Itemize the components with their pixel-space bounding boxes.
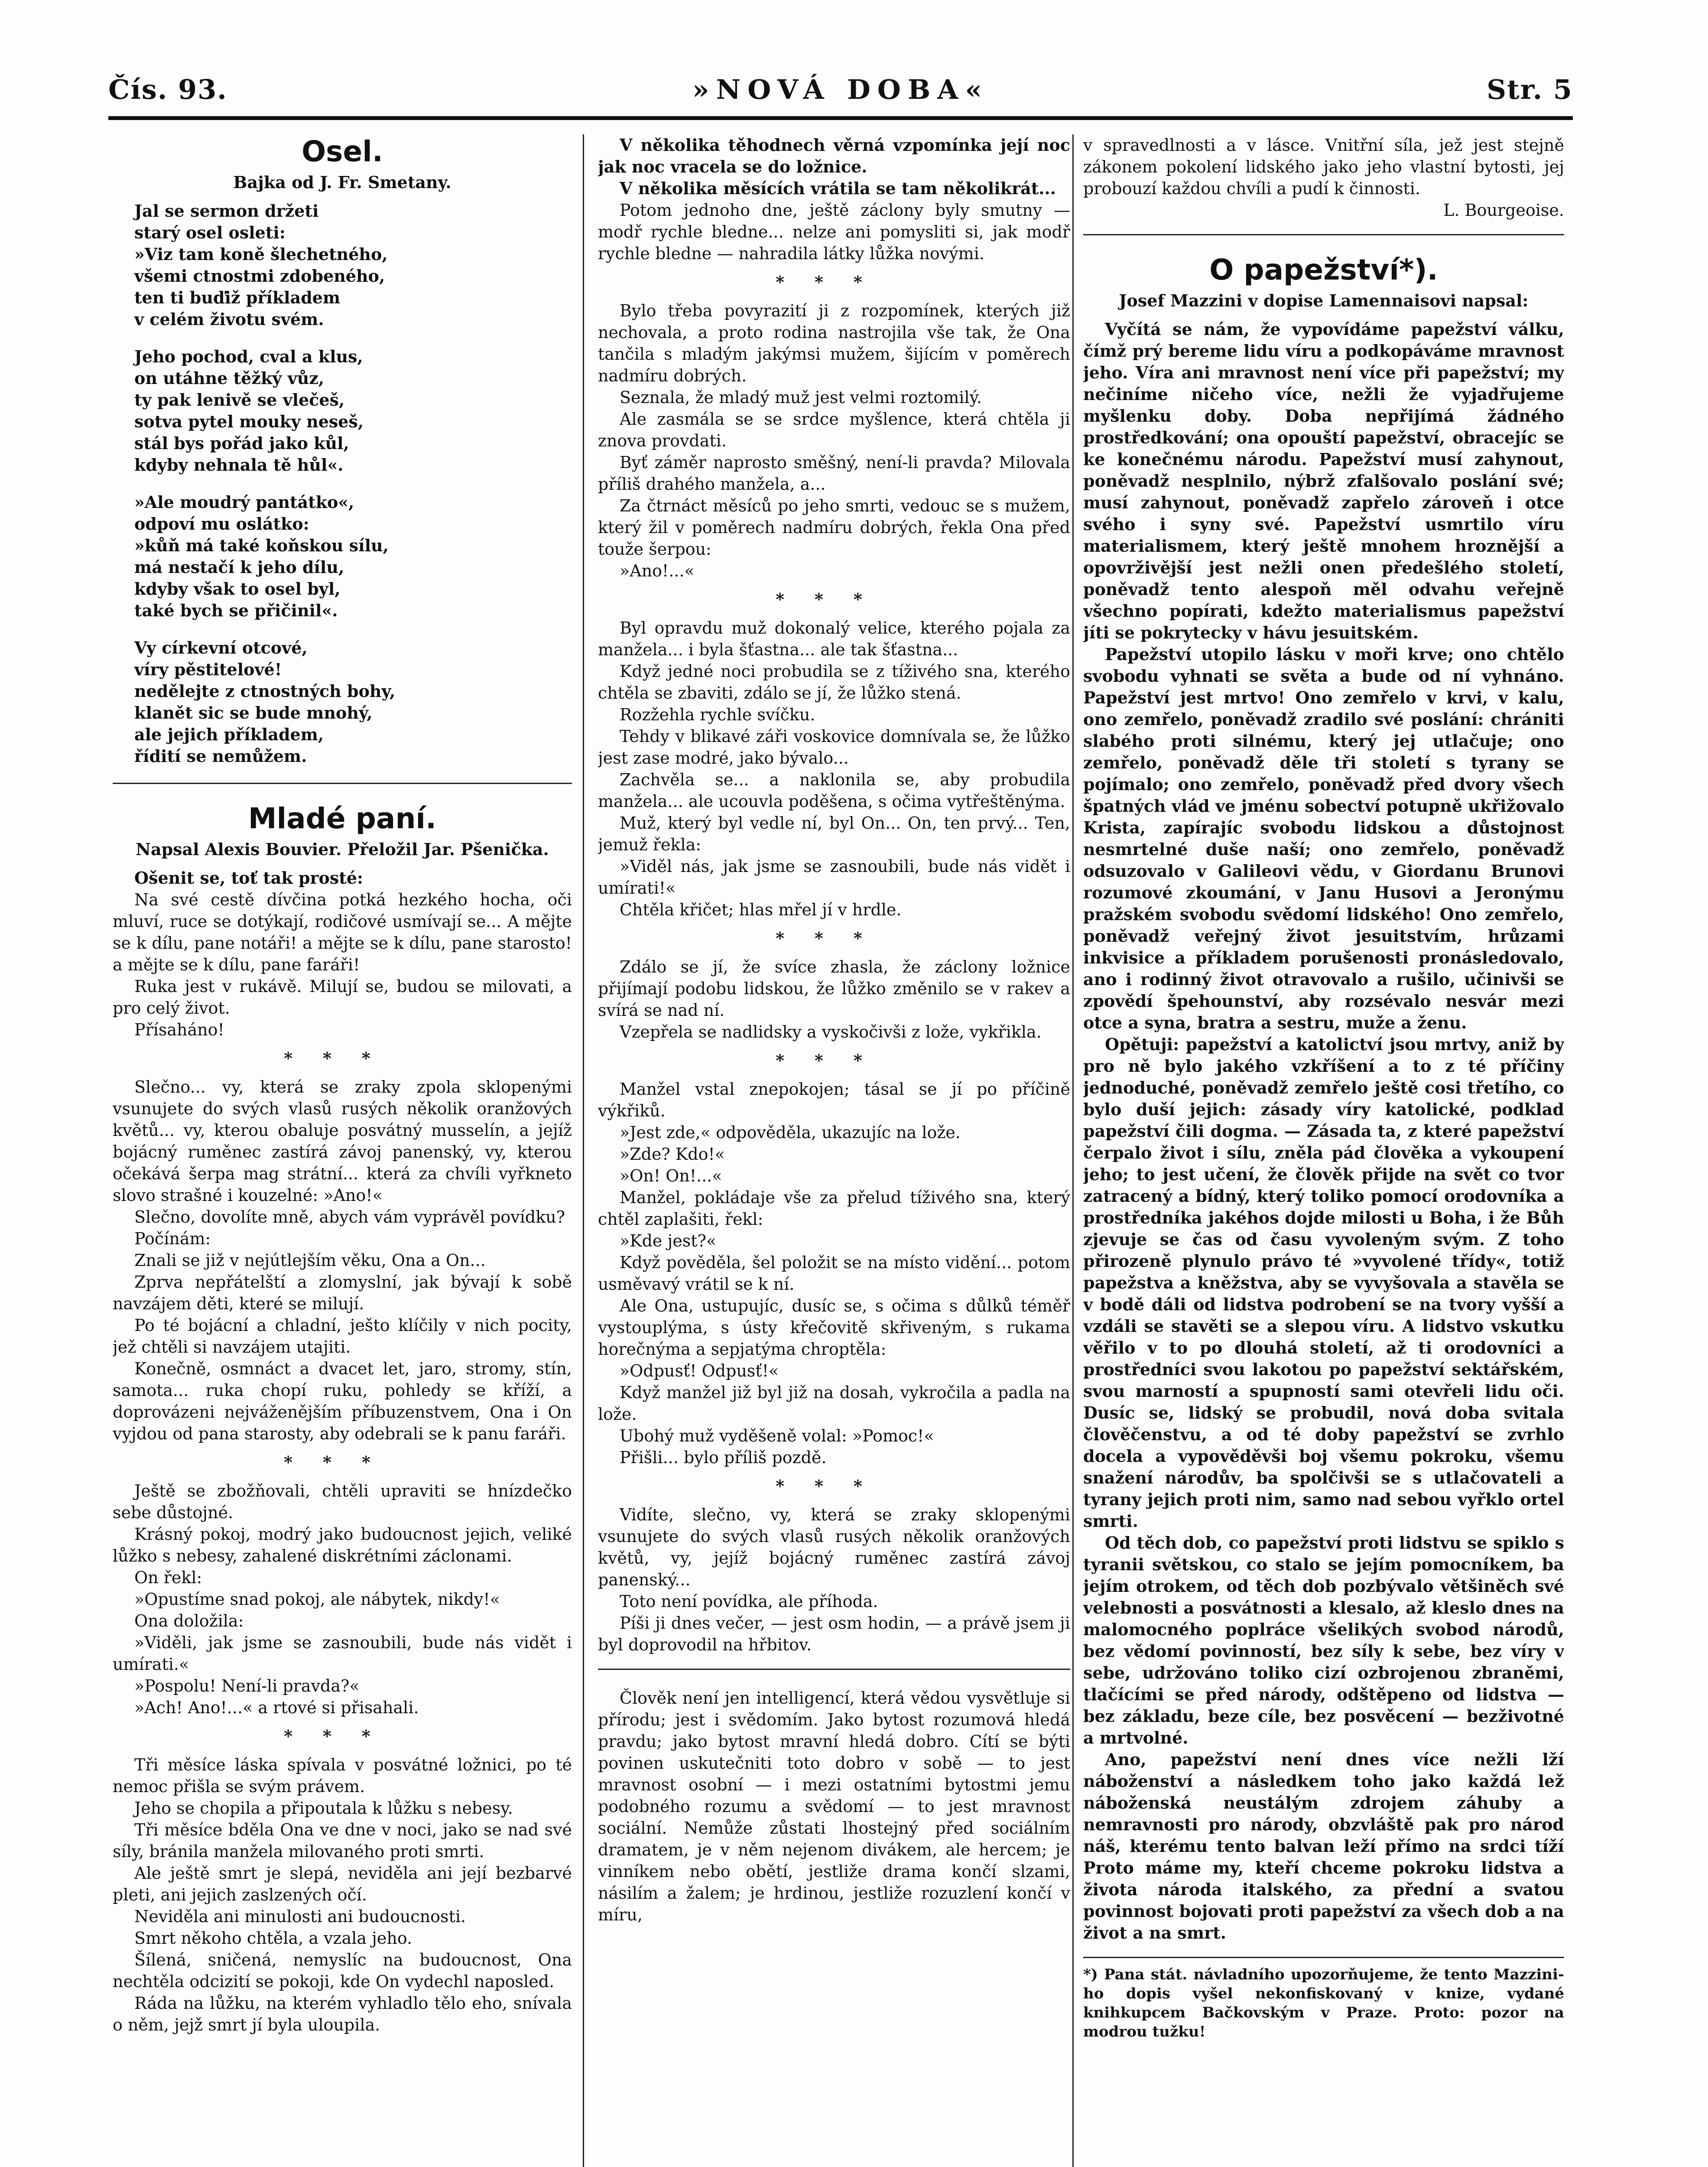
issue-number: Čís. 93. [108, 74, 227, 105]
paragraph: Vidíte, slečno, vy, která se zraky sklopenými vsunujete do svých vlasů rusých několik oranžových květů, vy, jejíž bojácný ruměnec zastírá závoj panenský... [598, 1505, 1070, 1589]
paragraph: Seznala, že mladý muž jest velmi roztomilý. [620, 388, 982, 407]
paragraph: »Ach! Ano!...« a rtové si přisahali. [134, 1698, 419, 1717]
poem-stanza: »Ale moudrý pantátko«, odpoví mu oslátko: »kůň má také koňskou sílu, má nestačí k jeho dílu, kdyby však to osel byl, také bych se přičinil«. [134, 492, 389, 620]
paragraph: Toto není povídka, ale příhoda. [620, 1592, 878, 1611]
paragraph: »Odpusť! Odpusť!« [620, 1361, 779, 1380]
paragraph: Ale Ona, ustupujíc, dusíc se, s očima s důlků téměř vystouplýma, s ústy křečovitě skřiveným, s rukama horečnýma a sepjatýma chroptěla: [598, 1296, 1070, 1359]
paragraph: »Viděl nás, jak jsme se zasnoubili, bude nás vidět i umírati!« [598, 857, 1070, 898]
paragraph: »Pospolu! Není-li pravda?« [134, 1676, 360, 1695]
paragraph: Papežství utopilo lásku v moři krve; ono chtělo svobodu vyhnati se světa a bude od ní vyhnáno. Papežství jest mrtvo! Ono zemřelo v krvi, v kalu, ono zemřelo, poněvadž zradilo své poslání: chrániti slabého proti silnému, který jej utlačuje; ono zemřelo, poněvadž děle tři století s tyrany se pojímalo; ono zemřelo, poněvadž před dvory všech špatných vlád ve jménu sobectví potupně ukřižovalo Krista, zapírajíc svobodu lidskou a důstojnost nesmrtelné duše naší; ono zemřelo, poněvadž odsuzovalo v Galileovi vědu, v Giordanu Brunovi rozumové zkoumání, v Janu Husovi a Jeronýmu pražském svobodu svědomí lidského! Ono zemřelo, poněvadž veřejný život jesuitstvím, hrůzami inkvisice a příkladem porušenosti pronásledovalo, ano i rodinný život otravovalo a rušilo, učinivši se zpovědí špehounství, aby rozsévalo nesvár mezi otce a syna, bratra a sestru, muže a ženu. [1083, 644, 1564, 1032]
poem-stanza: Vy církevní otcové, víry pěstitelové! nedělejte z ctnostných bohy, klanět sic se bude mnohý, ale jejich příkladem, řídití se nemůžem. [134, 638, 396, 766]
section-stars: *** [776, 928, 893, 948]
paragraph: Po té bojácní a chladní, ješto klíčily v nich pocity, jež chtěli si navzájem utajiti. [113, 1316, 572, 1357]
paragraph: Za čtrnáct měsíců po jeho smrti, vedouc se s mužem, který žil v poměrech nadmíru dobrých, řekla Ona před touže šerpou: [598, 496, 1070, 559]
section-divider [598, 1669, 1070, 1670]
paragraph: Ošenit se, toť tak prosté: [134, 868, 364, 888]
paragraph: Přísaháno! [134, 1020, 224, 1039]
paragraph: Ráda na lůžku, na kterém vyhladlo tělo eho, snívala o něm, jejž smrt jí byla uloupila. [113, 1994, 572, 2034]
paragraph: Zprva nepřátelští a zlomyslní, jak bývají k sobě navzájem děti, které se milují. [113, 1272, 572, 1313]
paragraph: Manžel, pokládaje vše za přelud tíživého sna, který chtěl zaplašiti, řekl: [598, 1188, 1070, 1229]
article-title-osel: Osel. [302, 135, 383, 168]
section-stars: *** [776, 1476, 893, 1496]
paragraph: Když jedné noci probudila se z tíživého sna, kterého chtěla se zbaviti, zdálo se jí, že lůžko stená. [598, 662, 1070, 703]
paragraph: Byl opravdu muž dokonalý velice, kterého pojala za manžela... i byla šťastna... ale tak šťastna... [598, 618, 1070, 659]
paragraph: Jeho se chopila a připoutala k lůžku s nebesy. [134, 1799, 513, 1818]
column-3 [1083, 134, 1564, 2167]
paragraph: »Kde jest?« [620, 1231, 717, 1250]
column-divider-1 [583, 134, 584, 2167]
paragraph: Muž, který byl vedle ní, byl On... On, ten prvý... Ten, jemuž řekla: [598, 813, 1070, 854]
paragraph: »Zde? Kdo!« [620, 1145, 725, 1164]
paragraph: Vyčítá se nám, že vypovídáme papežství válku, čímž prý bereme lidu víru a podkopáváme mravnost jeho. Víra ani mravnost není více při papežství; my nečiníme ničeho více, nežli že vyjadřujeme myšlenku doby. Doba nepřijímá žádného prostředkování; ona opouští papežství, obracejíc se ke konečnému národu. Papežství musí zahynout, poněvadž nesplnilo, nýbrž zfalšovalo poslání své; musí zahynout, poněvadž zapřelo zároveň i otce svého i syny své. Papežství usmrtilo víru materialismem, který ještě mnohem hroznější a opovrživější jest nežli onen předešlého století, poněvadž tento alespoň měl odvahu veřejně všechno popírati, kdežto materialismus papežství jíti se pokrytecky v hávu jesuitském. [1083, 319, 1564, 642]
paragraph: Tři měsíce láska spívala v posvátné ložnici, po té nemoc přišla se svým právem. [113, 1755, 572, 1796]
paragraph: V několika měsících vrátila se tam několikrát... [620, 179, 1056, 198]
paragraph: »On! On!...« [620, 1166, 722, 1185]
page-header [108, 74, 1573, 113]
paragraph: »Opustíme snad pokoj, ale nábytek, nikdy!« [134, 1590, 500, 1609]
poem-stanza: Jeho pochod, cval a klus, on utáhne těžký vůz, ty pak lenivě se vlečeš, sotva pytel mouky neseš, stál bys pořád jako kůl, kdyby nehnala tě hůl«. [134, 347, 364, 475]
paragraph: Ještě se zbožňovali, chtěli upraviti se hnízdečko sebe důstojné. [113, 1481, 572, 1522]
article-title-papezstvi: O papežství*). [1209, 253, 1438, 286]
paragraph: Zachvěla se... a naklonila se, aby probudila manžela... ale ucouvla poděšena, s očima vytřeštěnýma. [598, 770, 1070, 811]
paragraph: Manžel vstal znepokojen; tásal se jí po příčině výkřiků. [598, 1080, 1070, 1120]
paragraph: Ale ještě smrt je slepá, neviděla ani její bezbarvé pleti, ani jejich zaslzených očí. [113, 1864, 572, 1904]
paragraph: Chtěla křičet; hlas mřel jí v hrdle. [620, 900, 902, 919]
paragraph: Zdálo se jí, že svíce zhasla, že záclony ložnice přijímají podobu lidskou, že lůžko změnilo se v rakev a svírá se nad ní. [598, 957, 1070, 1020]
paragraph: Konečně, osmnáct a dvacet let, jaro, stromy, stín, samota... ruka chopí ruku, pohledy se kříží, a doprovázeni nejváženějším příbuzenstvem, Ona i On vyjdou od pana starosty, aby odebrali se k panu faráři. [113, 1359, 572, 1443]
paragraph: Na své cestě dívčina potká hezkého hocha, oči mluví, ruce se dotýkají, rodičové usmívají se... A mějte se k dílu, pane notáři! a mějte se k dílu, pane starosto! a mějte se k dílu, pane faráři! [113, 890, 572, 974]
poem-stanza: Jal se sermon držeti starý osel osleti: »Viz tam koně šlechetného, všemi ctnostmi zdobeného, ten ti buďiž příkladem v celém životu svém. [134, 201, 388, 329]
article-byline-osel: Bajka od J. Fr. Smetany. [233, 172, 451, 192]
page-number: Str. 5 [1487, 74, 1573, 105]
paragraph: Smrt někoho chtěla, a vzala jeho. [134, 1929, 412, 1948]
paragraph: Bylo třeba povyrazití ji z rozpomínek, kterých již nechovala, a proto rodina nastrojila vše tak, že Ona tančila s mladým jakýmsi mužem, šijícím v poměrech nadmíru dobrých. [598, 301, 1070, 385]
section-stars: *** [776, 1051, 893, 1070]
paragraph: Když pověděla, šel položit se na místo vidění... potom usměvavý vrátil se k ní. [598, 1253, 1070, 1294]
paragraph: Neviděla ani minulosti ani budoucnosti. [134, 1907, 466, 1926]
paragraph: Rozžehla rychle svíčku. [620, 705, 815, 724]
section-divider [1083, 234, 1564, 235]
paragraph: Píši ji dnes večer, — jest osm hodin, — a právě jsem ji byl doprovodil na hřbitov. [598, 1614, 1070, 1654]
paragraph: Byť záměr naprosto směšný, není-li pravda? Milovala příliš drahého manžela, a... [598, 453, 1070, 494]
paragraph: »Ano!...« [620, 561, 695, 580]
paragraph: Slečno... vy, která se zraky zpola sklopenými vsunujete do svých vlasů rusých několik oranžových květů... vy, kterou obaluje posvátný musselín, a jejíž bojácný ruměnec zastírá závoj panenský, vy, kterou očekává šerpa mag strátní... která za chvíli vyřkneto slovo strašné i kouzelné: »Ano!« [113, 1077, 572, 1205]
paragraph: Krásný pokoj, modrý jako budoucnost jejich, veliké lůžko s nebesy, zahalené diskrétními záclonami. [113, 1525, 572, 1565]
article-byline-papezstvi: Josef Mazzini v dopise Lamennaisovi napsal: [1119, 291, 1529, 310]
fable-poem [134, 200, 572, 767]
section-stars: *** [284, 1452, 401, 1472]
paragraph: On řekl: [134, 1568, 202, 1587]
paragraph: Počínám: [134, 1229, 211, 1248]
paragraph: Od těch dob, co papežství proti lidstvu se spiklo s tyranii světskou, co stalo se jejím pomocníkem, ba jejím otrokem, od těch dob pozbývalo většiněch své velebnosti a posvátnosti a klesalo, až kleslo dnes na malomocného poplráce všelikých svobod národů, bez vědomí povinností, bez síly k sebe, bez víry v sebe, udržováno toliko cizí ozbrojenou zbraněmi, tlačícími se před národy, odštěpeno od lidstva — bez základu, beze cíle, bez posvěcení — bezživotné a mrtvolné. [1083, 1533, 1564, 1747]
article-title-mlade: Mladé paní. [248, 802, 437, 835]
paragraph: Když manžel již byl již na dosah, vykročila a padla na lože. [598, 1383, 1070, 1424]
paragraph: Šílená, sničená, nemyslíc na budoucnost, Ona nechtěla odcizití se pokoji, kde On vydechl naposled. [113, 1950, 572, 1991]
paragraph: Tehdy v blikavé záři voskovice domnívala se, že lůžko jest zase modré, jako bývalo... [598, 727, 1070, 768]
paragraph: V několika těhodnech věrná vzpomínka její noc jak noc vracela se do ložnice. [598, 135, 1070, 176]
column-1 [113, 134, 572, 2167]
essay-continuation: v spravedlnosti a v lásce. Vnitřní síla, jež jest stejně zákonem pokolení lidského jako jeho vlastní bytosti, jej probouzí každou chvíli a pudí k činnosti. [1083, 136, 1564, 198]
section-stars: *** [776, 272, 893, 292]
paragraph: Znali se již v nejútlejším věku, Ona a On... [134, 1251, 486, 1270]
article-byline-mlade: Napsal Alexis Bouvier. Přeložil Jar. Pšenička. [136, 839, 549, 859]
header-rule [108, 116, 1573, 120]
section-stars: *** [284, 1726, 401, 1746]
paragraph: Ona doložila: [134, 1611, 244, 1630]
section-stars: *** [776, 589, 893, 609]
paragraph: Ano, papežství není dnes více nežli lží náboženství a následkem toho jako každá lež náboženská neustálým zdrojem záhuby a nemravnosti pro národy, obzvláště pak pro národ náš, kterému tento balvan leží přímo na srdci tíží Proto máme my, kteří chceme pokroku lidstva a života národa italského, za přední a svatou povinnost bojovati proti papežství za všech dob a na život a na smrt. [1083, 1750, 1564, 1942]
paragraph: Slečno, dovolíte mně, abych vám vyprávěl povídku? [134, 1207, 565, 1227]
paragraph: Ubohý muž vyděšeně volal: »Pomoc!« [620, 1426, 934, 1445]
section-stars: *** [284, 1048, 401, 1068]
paragraph: Opětuji: papežství a katolictví jsou mrtvy, aniž by pro ně bylo jakého vzkříšení a to z té příčiny jednoduché, poněvadž zemřelo ještě cosi třetího, co bylo duší jejich: zásady víry katolické, podklad papežství čili dogma. — Zásada ta, z které papežství čerpalo život i sílu, zněla pád člověka a vykoupení jeho; to jest učení, že člověk přijde na svět co tvor zatracený a bídný, který toliko pomocí orodovníka a prostředníka jakéhos dojde milosti u Boha, i že Bůh zjevuje se čas od času vyvoleným svým. Z toho přirozeně plynulo právo té »vyvolené třídy«, totiž papežstva a kněžstva, aby se vyvyšovala a stavěla se v bodě dáli od lidstva podrobení se na tvory vyšší a vzdáli se stavěti se a slepou víru. A lidstvo vskutku věřilo v to po dlouhá století, až ti orodovníci a prostředníci svou lakotou po papežství sektářském, svou marností a spupností sami otevřeli lidu oči. Dusíc se, lidský se probudil, nová doba svitala člověčenstvu, a od té doby papežství se zvrhlo docela a vypověděvši boj všemu pokroku, všemu snažení národův, ba spolčivši se s utlačovateli a tyrany jejich proti nim, samo nad sebou vyřklo ortel smrti. [1083, 1035, 1564, 1531]
masthead-title: »NOVÁ DOBA« [692, 74, 989, 105]
paragraph: Ale zasmála se se srdce myšlence, která chtěla ji znova provdati. [598, 410, 1070, 450]
column-2 [598, 134, 1070, 2167]
section-divider [113, 783, 572, 784]
essay-author: L. Bourgeoise. [1443, 201, 1564, 220]
paragraph: Vzepřela se nadlidsky a vyskočivši z lože, vykřikla. [620, 1022, 1042, 1041]
column-divider-2 [1072, 134, 1074, 2167]
essay-paragraph: Člověk není jen intelligencí, která vědou vysvětluje si přírodu; jest i svědomím. Jako bytost rozumová hledá pravdu; jako bytost mravní hledá dobro. Cítí se býti povinen uskutečniti toto dobro v sobě — to jest mravnost osobní — i mezi ostatními bytostmi jemu podobného rozumu a svědomí — to jest mravnost sociální. Nemůže zůstati lhostejný před sociálním dramatem, je v něm nejenom divákem, ale hercem; je vinníkem nebo obětí, jestliže drama končí slzami, násilím a žalem; je hrdinou, jestliže rozuzlení končí v míru, [598, 1689, 1070, 1924]
paragraph: Přišli... bylo příliš pozdě. [620, 1448, 827, 1467]
paragraph: »Jest zde,« odpověděla, ukazujíc na lože. [620, 1123, 961, 1142]
paragraph: Tři měsíce bděla Ona ve dne v noci, jako se nad své síly, bránila manžela milovaného proti smrti. [113, 1820, 572, 1861]
footnote: *) Pana stát. návladního upozorňujeme, že tento Mazzini-ho dopis vyšel nekonfiskovaný v knize, vydané knihkupcem Bačkovským v Praze. Proto: pozor na modrou tužku! [1083, 1957, 1564, 2041]
paragraph: Potom jednoho dne, ještě záclony byly smutny — modř rychle bledne... nelze ani pomysliti si, jak modř rychle bledne — nahradila látky lůžka novými. [598, 201, 1070, 263]
paragraph: »Viděli, jak jsme se zasnoubili, bude nás vidět i umírati.« [113, 1633, 572, 1674]
paragraph: Ruka jest v rukávě. Milují se, budou se milovati, a pro celý život. [113, 977, 572, 1018]
